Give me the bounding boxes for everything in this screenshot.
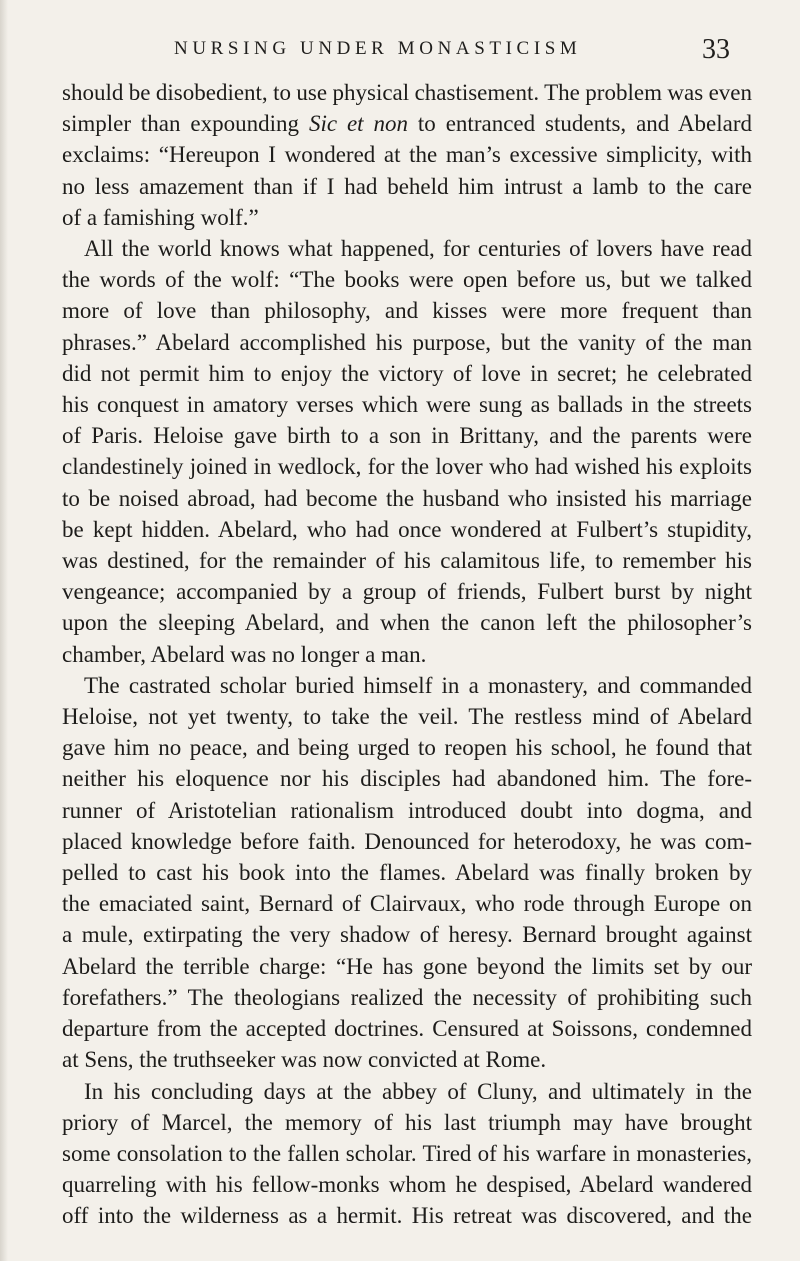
- text-line: vengeance; accompanied by a group of friends, Fulbert burst by night: [62, 579, 752, 605]
- text-line: did not permit him to enjoy the victory of love in secret; he celebrated: [62, 360, 752, 386]
- page-number: 33: [702, 34, 730, 65]
- body-text: [62, 77, 752, 1232]
- text-line: All the world knows what happened, for centuries of lovers have read: [84, 236, 752, 262]
- text-line: upon the sleeping Abelard, and when the canon left the philosopher’s: [62, 610, 752, 636]
- text-line: was destined, for the remainder of his calamitous life, to remember his: [62, 548, 752, 574]
- text-line: Heloise, not yet twenty, to take the veil. The restless mind of Abelard: [62, 704, 752, 730]
- text-line: to be noised abroad, had become the husband who insisted his marriage: [62, 485, 752, 511]
- text-line: of Paris. Heloise gave birth to a son in Brittany, and the parents were: [62, 423, 752, 449]
- text-line: at Sens, the truthseeker was now convicted at Rome.: [62, 1047, 547, 1073]
- text-line: neither his eloquence nor his disciples had abandoned him. The fore-: [62, 766, 752, 792]
- text-line: pelled to cast his book into the flames. Abelard was finally broken by: [62, 860, 752, 886]
- text-segment: to entranced students, and Abelard: [408, 111, 752, 137]
- text-line: runner of Aristotelian rationalism introduced doubt into dogma, and: [62, 797, 752, 823]
- text-line: In his concluding days at the abbey of Cluny, and ultimately in the: [84, 1078, 752, 1104]
- text-segment: simpler than expounding: [62, 111, 309, 137]
- text-line: quarreling with his fellow-monks whom he despised, Abelard wandered: [62, 1172, 752, 1198]
- text-line: his conquest in amatory verses which were sung as ballads in the streets: [62, 392, 752, 418]
- text-line: priory of Marcel, the memory of his last triumph may have brought: [62, 1109, 752, 1135]
- text-line: no less amazement than if I had beheld him intrust a lamb to the care: [62, 173, 752, 199]
- text-line: exclaims: “Hereupon I wondered at the man’s excessive simplicity, with: [62, 142, 752, 168]
- running-head: [0, 34, 800, 74]
- text-line: The castrated scholar buried himself in a monastery, and commanded: [84, 672, 752, 698]
- text-line: chamber, Abelard was no longer a man.: [62, 641, 427, 667]
- italic-title: Sic et non: [308, 111, 408, 137]
- page-edge-shadow: [0, 0, 8, 1261]
- text-line: placed knowledge before faith. Denounced for heterodoxy, he was com-: [62, 828, 752, 854]
- text-line: [62, 108, 752, 139]
- text-line: the words of the wolf: “The books were open before us, but we talked: [62, 267, 752, 293]
- text-line: some consolation to the fallen scholar. Tired of his warfare in monasteries,: [62, 1140, 752, 1166]
- text-line: of a famishing wolf.”: [62, 204, 259, 230]
- text-line: Abelard the terrible charge: “He has gone beyond the limits set by our: [62, 953, 752, 979]
- text-line: forefathers.” The theologians realized the necessity of prohibiting such: [62, 984, 752, 1010]
- text-line: be kept hidden. Abelard, who had once wondered at Fulbert’s stupidity,: [62, 516, 752, 542]
- text-line: a mule, extirpating the very shadow of heresy. Bernard brought against: [62, 922, 752, 948]
- text-line: departure from the accepted doctrines. Censured at Soissons, condemned: [62, 1016, 752, 1042]
- text-line: more of love than philosophy, and kisses were more frequent than: [62, 298, 752, 324]
- text-line: should be disobedient, to use physical chastisement. The problem was even: [62, 80, 752, 105]
- text-line: phrases.” Abelard accomplished his purpose, but the vanity of the man: [62, 329, 752, 355]
- text-line: gave him no peace, and being urged to reopen his school, he found that: [62, 735, 752, 761]
- running-title: NURSING UNDER MONASTICISM: [174, 38, 582, 59]
- text-line: clandestinely joined in wedlock, for the lover who had wished his exploits: [62, 454, 752, 480]
- text-line: the emaciated saint, Bernard of Clairvaux, who rode through Europe on: [62, 891, 752, 917]
- text-line: off into the wilderness as a hermit. His retreat was discovered, and the: [62, 1203, 752, 1229]
